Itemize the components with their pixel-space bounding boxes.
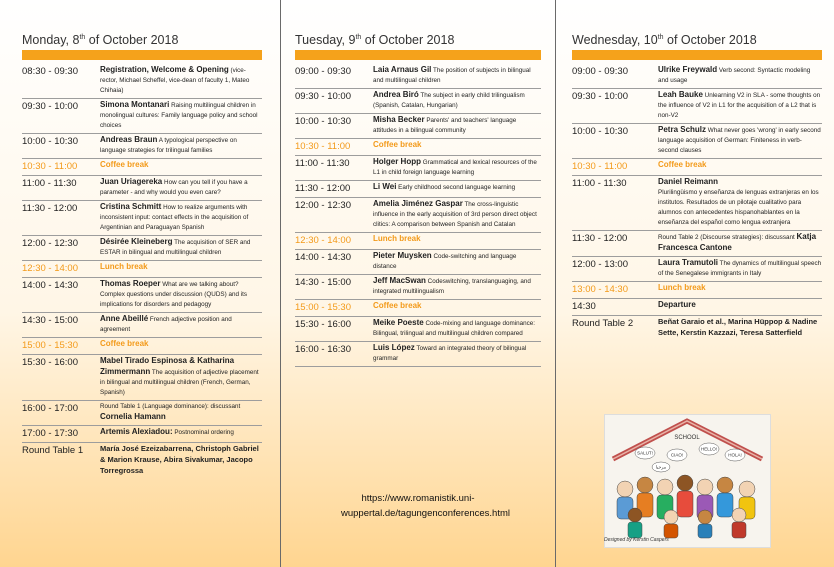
talk-title: How can you tell if you have a parameter - and why would you even care?: [100, 179, 248, 196]
session-time: 15:00 - 15:30: [295, 302, 351, 313]
talk-title: Toward an integrated theory of bilingual grammar: [373, 345, 527, 362]
session-time: 11:30 - 12:00: [572, 233, 628, 244]
round-table-members: Beñat Garaio et al., Marina Hüppop & Nadine Sette, Kerstin Kazzazi, Teresa Satterfield: [658, 317, 818, 337]
wednesday-heading: Wednesday, 10th of October 2018: [572, 33, 757, 47]
schedule-row: [22, 426, 262, 443]
talk-title: Code-switching and language distance: [373, 253, 517, 270]
break-label: Coffee break: [100, 339, 149, 348]
session-time: 09:30 - 10:00: [22, 101, 78, 112]
talk-title: The cross-linguistic influence in the early acquisition of 3rd person direct object clitics: A comparison between Spanish and Catalan: [373, 201, 537, 228]
session-details: [100, 135, 262, 156]
wednesday-schedule: [572, 64, 822, 341]
session-details: [373, 90, 541, 111]
bubble-hola: HOLA!: [728, 452, 742, 458]
session-details: [373, 115, 541, 136]
break-row: [295, 300, 541, 317]
session-details: [373, 182, 541, 195]
session-time: 13:00 - 14:30: [572, 284, 628, 295]
session-details: [658, 300, 822, 313]
speaker-name: Holger Hopp: [373, 157, 421, 166]
session-details: [100, 427, 262, 440]
session-time: 12:00 - 12:30: [22, 238, 78, 249]
session-time: 15:00 - 15:30: [22, 340, 78, 351]
session-time: 10:30 - 11:00: [295, 141, 351, 152]
speaker-name: Désirée Kleineberg: [100, 237, 173, 246]
conference-url[interactable]: https://www.romanistik.uni-wuppertal.de/tagungenconferences.html: [341, 493, 511, 519]
talk-title: Code-mixing and language dominance: Bilingual, trilingual and multilingual children compared: [373, 320, 536, 337]
session-details: [100, 314, 262, 335]
round-table-members: María José Ezeizabarrena, Christoph Gabriel & Marion Krause, Abira Sivakumar, Jacopo Torregrossa: [100, 444, 259, 475]
schedule-row: [572, 89, 822, 124]
break-row: [22, 261, 262, 278]
speaker-name: Andreas Braun: [100, 135, 158, 144]
schedule-row: [572, 299, 822, 316]
illustration-drawing: [605, 415, 770, 547]
talk-title: What are we talking about? Complex questions under discussion (QUDS) and its implications for disorders and pedagogy: [100, 281, 247, 308]
break-row: [22, 338, 262, 355]
speaker-name: Andrea Biró: [373, 90, 419, 99]
schedule-row: [572, 231, 822, 257]
talk-title: Grammatical and lexical resources of the L1 in child foreign language learning: [373, 159, 537, 176]
session-details: [373, 157, 541, 178]
session-time: 16:00 - 17:00: [22, 403, 78, 414]
schedule-row: [295, 317, 541, 342]
speaker-name: Misha Becker: [373, 115, 425, 124]
session-time: 10:30 - 11:00: [572, 161, 628, 172]
wednesday-accent-bar: [572, 50, 822, 60]
schedule-row: [295, 64, 541, 89]
session-time: 10:00 - 10:30: [22, 136, 78, 147]
session-time: 09:00 - 09:30: [295, 66, 351, 77]
schedule-row: [295, 114, 541, 139]
schedule-row: [22, 355, 262, 401]
session-time: 14:30: [572, 301, 596, 312]
talk-title: The acquisition of SER and ESTAR in bilingual and multilingual children: [100, 239, 251, 256]
session-details: [658, 232, 822, 254]
session-time: 08:30 - 09:30: [22, 66, 78, 77]
session-time: 11:30 - 12:00: [295, 183, 351, 194]
session-time: 12:00 - 13:00: [572, 259, 628, 270]
session-details: [658, 177, 822, 228]
talk-title: Codeswitching, translanguaging, and integrated multilingualism: [373, 278, 531, 295]
bubble-hello: HELLO!: [700, 446, 718, 452]
speaker-name: Daniel Reimann: [658, 177, 719, 186]
schedule-row: [295, 181, 541, 198]
schedule-row: [22, 278, 262, 313]
break-row: [295, 139, 541, 156]
session-time: 16:00 - 16:30: [295, 344, 351, 355]
talk-title: The position of subjects in bilingual and multilingual children: [373, 67, 531, 84]
schedule-row: [572, 64, 822, 89]
schedule-row: [295, 250, 541, 275]
speaker-name: Juan Uriagereka: [100, 177, 163, 186]
session-details: [373, 65, 541, 86]
schedule-row: [22, 313, 262, 338]
schedule-row: [295, 342, 541, 367]
session-details: [658, 283, 822, 296]
session-details: [658, 125, 822, 156]
talk-title: The subject in early child trilingualism (Spanish, Catalan, Hungarian): [373, 92, 525, 109]
speaker-name: Meike Poeste: [373, 318, 424, 327]
talk-title: Raising multilingual children in monolingual cultures: Family language policy and school choices: [100, 102, 258, 129]
break-label: Coffee break: [658, 160, 707, 169]
speaker-name: Departure: [658, 300, 696, 309]
session-time: 11:30 - 12:00: [22, 203, 78, 214]
session-details: [373, 318, 541, 339]
session-details: [373, 301, 541, 314]
schedule-row: [572, 124, 822, 159]
round-table-label: Round Table 1 (Language dominance): discussant: [100, 403, 241, 410]
session-details: [373, 199, 541, 230]
session-details: [100, 160, 262, 173]
session-details: [100, 444, 262, 477]
session-details: [373, 251, 541, 272]
schedule-row: [22, 176, 262, 201]
session-time: 12:30 - 14:00: [295, 235, 351, 246]
session-details: [100, 177, 262, 198]
schedule-row: [295, 275, 541, 300]
bubble-ciao: CIAO!: [670, 452, 684, 458]
session-details: [100, 237, 262, 258]
session-details: [658, 160, 822, 173]
talk-title: How to realize arguments with inconsistent input: contact effects in the acquisition of Argentinian and Paraguayan Spanish: [100, 204, 249, 231]
schedule-row: [22, 201, 262, 236]
speaker-name: Laura Tramutoli: [658, 258, 719, 267]
session-time: 10:30 - 11:00: [22, 161, 78, 172]
session-details: [100, 100, 262, 131]
session-details: [100, 65, 262, 96]
session-details: [658, 90, 822, 121]
tuesday-column: [281, 0, 555, 567]
schedule-row: [22, 64, 262, 99]
break-label: Lunch break: [373, 234, 421, 243]
speaker-name: Mabel Tirado Espinosa & Katharina Zimmermann: [100, 356, 235, 376]
speaker-name: Li Wei: [373, 182, 397, 191]
session-time: 15:30 - 16:00: [295, 319, 351, 330]
schedule-row: [22, 443, 262, 479]
session-details: [373, 343, 541, 364]
session-details: [100, 356, 262, 398]
break-row: [22, 159, 262, 176]
session-details: [373, 234, 541, 247]
schedule-row: [295, 156, 541, 181]
school-label: SCHOOL: [674, 435, 700, 441]
session-details: [658, 258, 822, 279]
schedule-row: [572, 176, 822, 231]
talk-title: Verb second: Syntactic modeling and usage: [658, 67, 811, 84]
session-details: [100, 339, 262, 352]
illustration-credit: Designed by Kerstin Caspers: [604, 537, 669, 543]
session-time: 10:00 - 10:30: [295, 116, 351, 127]
session-details: [373, 276, 541, 297]
schedule-row: [572, 257, 822, 282]
talk-title: The acquisition of adjective placement in bilingual and multilingual children (French, German, Spanish): [100, 369, 259, 396]
schedule-row: [295, 198, 541, 233]
speaker-name: Simona Montanari: [100, 100, 170, 109]
talk-title: Parents' and teachers' language attitudes in a bilingual community: [373, 117, 517, 134]
speaker-name: Amelia Jiménez Gaspar: [373, 199, 463, 208]
break-label: Lunch break: [100, 262, 148, 271]
break-label: Coffee break: [373, 301, 422, 310]
monday-schedule: [22, 64, 262, 479]
session-time: 11:00 - 11:30: [572, 178, 627, 189]
session-time: 09:30 - 10:00: [572, 91, 628, 102]
speaker-name: Jeff MacSwan: [373, 276, 426, 285]
session-time: 11:00 - 11:30: [22, 178, 77, 189]
speaker-name: Katja Francesca Cantone: [658, 232, 817, 252]
tuesday-heading: Tuesday, 9th of October 2018: [295, 33, 455, 47]
session-time: 11:00 - 11:30: [295, 158, 350, 169]
monday-column: [0, 0, 280, 567]
session-details: [658, 317, 822, 339]
speaker-name: Luis López: [373, 343, 415, 352]
monday-heading: Monday, 8th of October 2018: [22, 33, 179, 47]
session-details: [100, 279, 262, 310]
monday-accent-bar: [22, 50, 262, 60]
speaker-name: Thomas Roeper: [100, 279, 161, 288]
bubble-salut: SALUT!: [637, 450, 653, 456]
session-details: [373, 140, 541, 153]
round-table-label: Round Table 2 (Discourse strategies): discussant: [658, 234, 797, 241]
talk-title: A typological perspective on language strategies for trilingual families: [100, 137, 237, 154]
session-time: 14:30 - 15:00: [295, 277, 351, 288]
speaker-name: Ulrike Freywald: [658, 65, 718, 74]
break-row: [572, 159, 822, 176]
schedule-row: [22, 99, 262, 134]
tuesday-accent-bar: [295, 50, 541, 60]
talk-title: Plurilingüismo y enseñanza de lenguas extranjeras en los institutos. Resultados de un pilotaje cualitativo para alumnos con antecedentes hispanohablantes en la enseñanza del español como lengua extranjera: [658, 189, 819, 226]
break-label: Lunch break: [658, 283, 706, 292]
session-details: [658, 65, 822, 86]
session-time: 15:30 - 16:00: [22, 357, 78, 368]
speaker-name: Cristina Schmitt: [100, 202, 162, 211]
talk-title: Unlearning V2 in SLA - some thoughts on the influence of V2 in L1 for the acquisition of a L2 that is non-V2: [658, 92, 821, 119]
speaker-name: Artemis Alexiadou:: [100, 427, 173, 436]
schedule-row: [22, 401, 262, 426]
schedule-row: [572, 316, 822, 341]
talk-title: Postnominal ordering: [172, 429, 234, 436]
session-details: [100, 262, 262, 275]
session-time: 17:00 - 17:30: [22, 428, 78, 439]
break-label: Coffee break: [373, 140, 422, 149]
speaker-name: Laia Arnaus Gil: [373, 65, 432, 74]
speaker-name: Cornelia Hamann: [100, 412, 166, 421]
session-time: 09:00 - 09:30: [572, 66, 628, 77]
bubble-arabic: مرحبا: [655, 464, 667, 470]
break-row: [295, 233, 541, 250]
speaker-name: Petra Schulz: [658, 125, 707, 134]
talk-title: The dynamics of multilingual speech of the Senegalese immigrants in Italy: [658, 260, 822, 277]
tuesday-schedule: [295, 64, 541, 367]
talk-title: (vice-rector, Michael Scheffel, vice-dean of faculty 1, Mateo Chihaia): [100, 67, 250, 94]
session-time: 14:00 - 14:30: [295, 252, 351, 263]
session-time: 14:00 - 14:30: [22, 280, 78, 291]
session-details: [100, 202, 262, 233]
break-label: Coffee break: [100, 160, 149, 169]
session-time: 12:30 - 14:00: [22, 263, 78, 274]
talk-title: What never goes 'wrong' in early second language acquisition of German: Finiteness in verb-second clauses: [658, 127, 821, 154]
children-school-illustration: [604, 414, 771, 548]
schedule-row: [22, 134, 262, 159]
schedule-row: [295, 89, 541, 114]
session-time: Round Table 1: [22, 445, 84, 456]
session-details: [100, 402, 262, 423]
session-time: Round Table 2: [572, 318, 634, 329]
children-group: [617, 475, 755, 538]
talk-title: Early childhood second language learning: [396, 184, 516, 191]
schedule-row: [22, 236, 262, 261]
session-time: 14:30 - 15:00: [22, 315, 78, 326]
break-row: [572, 282, 822, 299]
speaker-name: Leah Bauke: [658, 90, 703, 99]
speaker-name: Pieter Muysken: [373, 251, 432, 260]
session-time: 09:30 - 10:00: [295, 91, 351, 102]
speaker-name: Registration, Welcome & Opening: [100, 65, 229, 74]
speaker-name: Anne Abeillé: [100, 314, 149, 323]
talk-title: French adjective position and agreement: [100, 316, 232, 333]
session-time: 10:00 - 10:30: [572, 126, 628, 137]
session-time: 12:00 - 12:30: [295, 200, 351, 211]
